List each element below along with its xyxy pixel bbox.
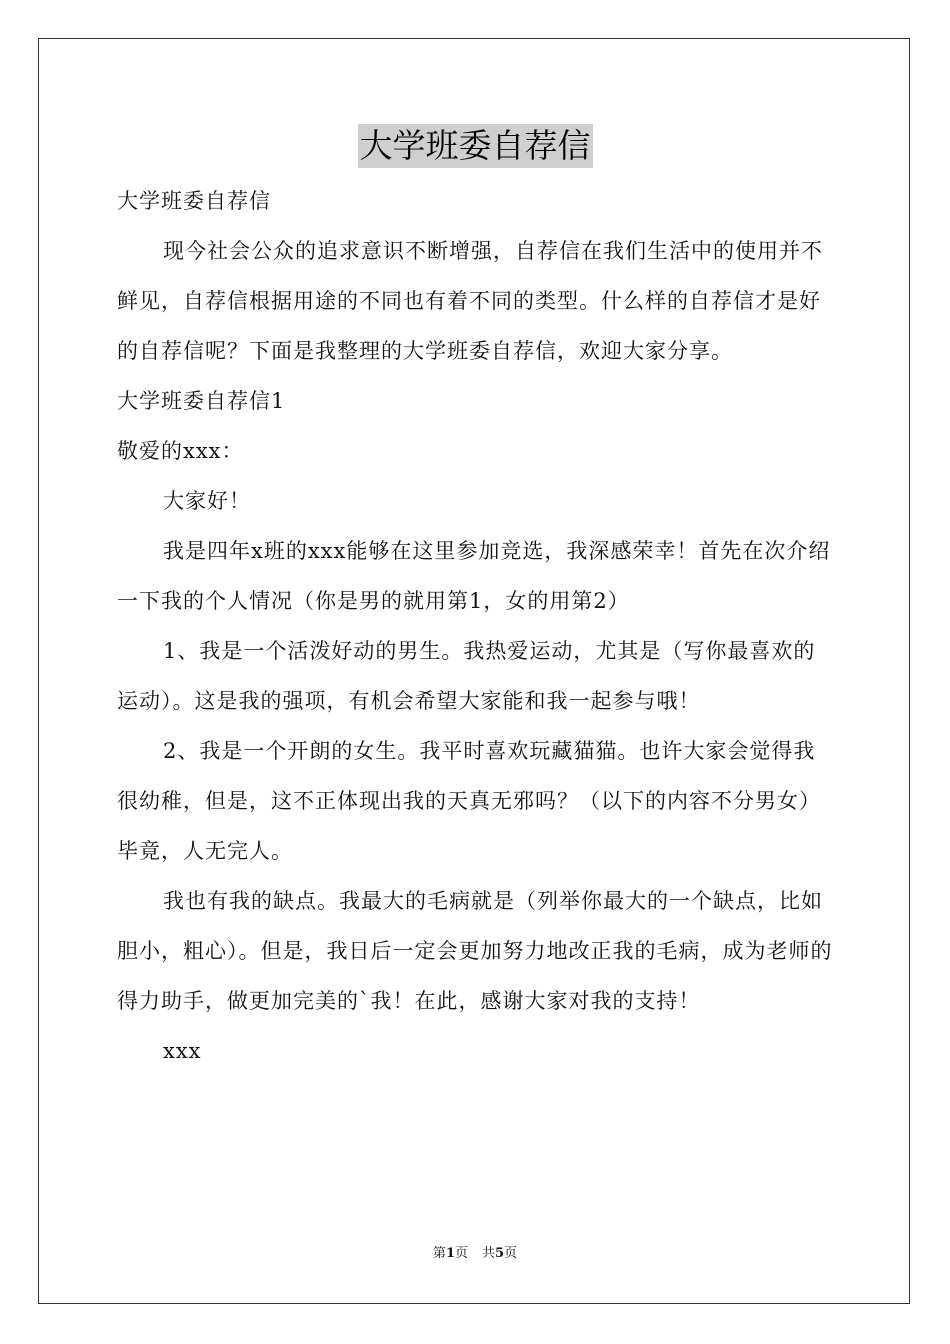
paragraph-subtitle: 大学班委自荐信 [117, 189, 271, 213]
footer-page-total: 5 [495, 1246, 505, 1261]
footer-page-unit: 页 [454, 1246, 468, 1261]
footer-page-prefix: 第 [432, 1246, 446, 1261]
title-container [0, 124, 950, 168]
paragraph-letter-heading: 大学班委自荐信1 [117, 389, 286, 413]
paragraph-self-intro: 我是四年x班的xxx能够在这里参加竞选，我深感荣幸！首先在次介绍一下我的个人情况（你是男的就用第1，女的用第2） [117, 539, 831, 613]
paragraph-shortcomings: 我也有我的缺点。我最大的毛病就是（列举你最大的一个缺点，比如胆小，粗心）。但是，我日后一定会更加努力地改正我的毛病，成为老师的得力助手，做更加完美的`我！在此，感谢大家对我的支持！ [117, 889, 833, 1013]
paragraph-salutation: 敬爱的xxx： [117, 439, 244, 463]
document-body [117, 176, 837, 1076]
paragraph-intro: 现今社会公众的追求意识不断增强，自荐信在我们生活中的使用并不鲜见，自荐信根据用途的不同也有着不同的类型。什么样的自荐信才是好的自荐信呢？下面是我整理的大学班委自荐信，欢迎大家分享。 [117, 239, 823, 363]
footer-page-current: 1 [445, 1246, 455, 1261]
document-title: 大学班委自荐信 [358, 124, 593, 168]
page-footer [0, 1244, 950, 1264]
footer-total-unit: 页 [504, 1246, 518, 1261]
paragraph-greeting: 大家好！ [163, 489, 251, 513]
paragraph-option-boy: 1、我是一个活泼好动的男生。我热爱运动，尤其是（写你最喜欢的运动）。这是我的强项，有机会希望大家能和我一起参与哦！ [117, 639, 816, 713]
paragraph-option-girl: 2、我是一个开朗的女生。我平时喜欢玩藏猫猫。也许大家会觉得我很幼稚，但是，这不正体现出我的天真无邪吗？（以下的内容不分男女）毕竟，人无完人。 [117, 739, 821, 863]
paragraph-signature: xxx [163, 1039, 202, 1063]
footer-total-prefix: 共 [482, 1246, 496, 1261]
